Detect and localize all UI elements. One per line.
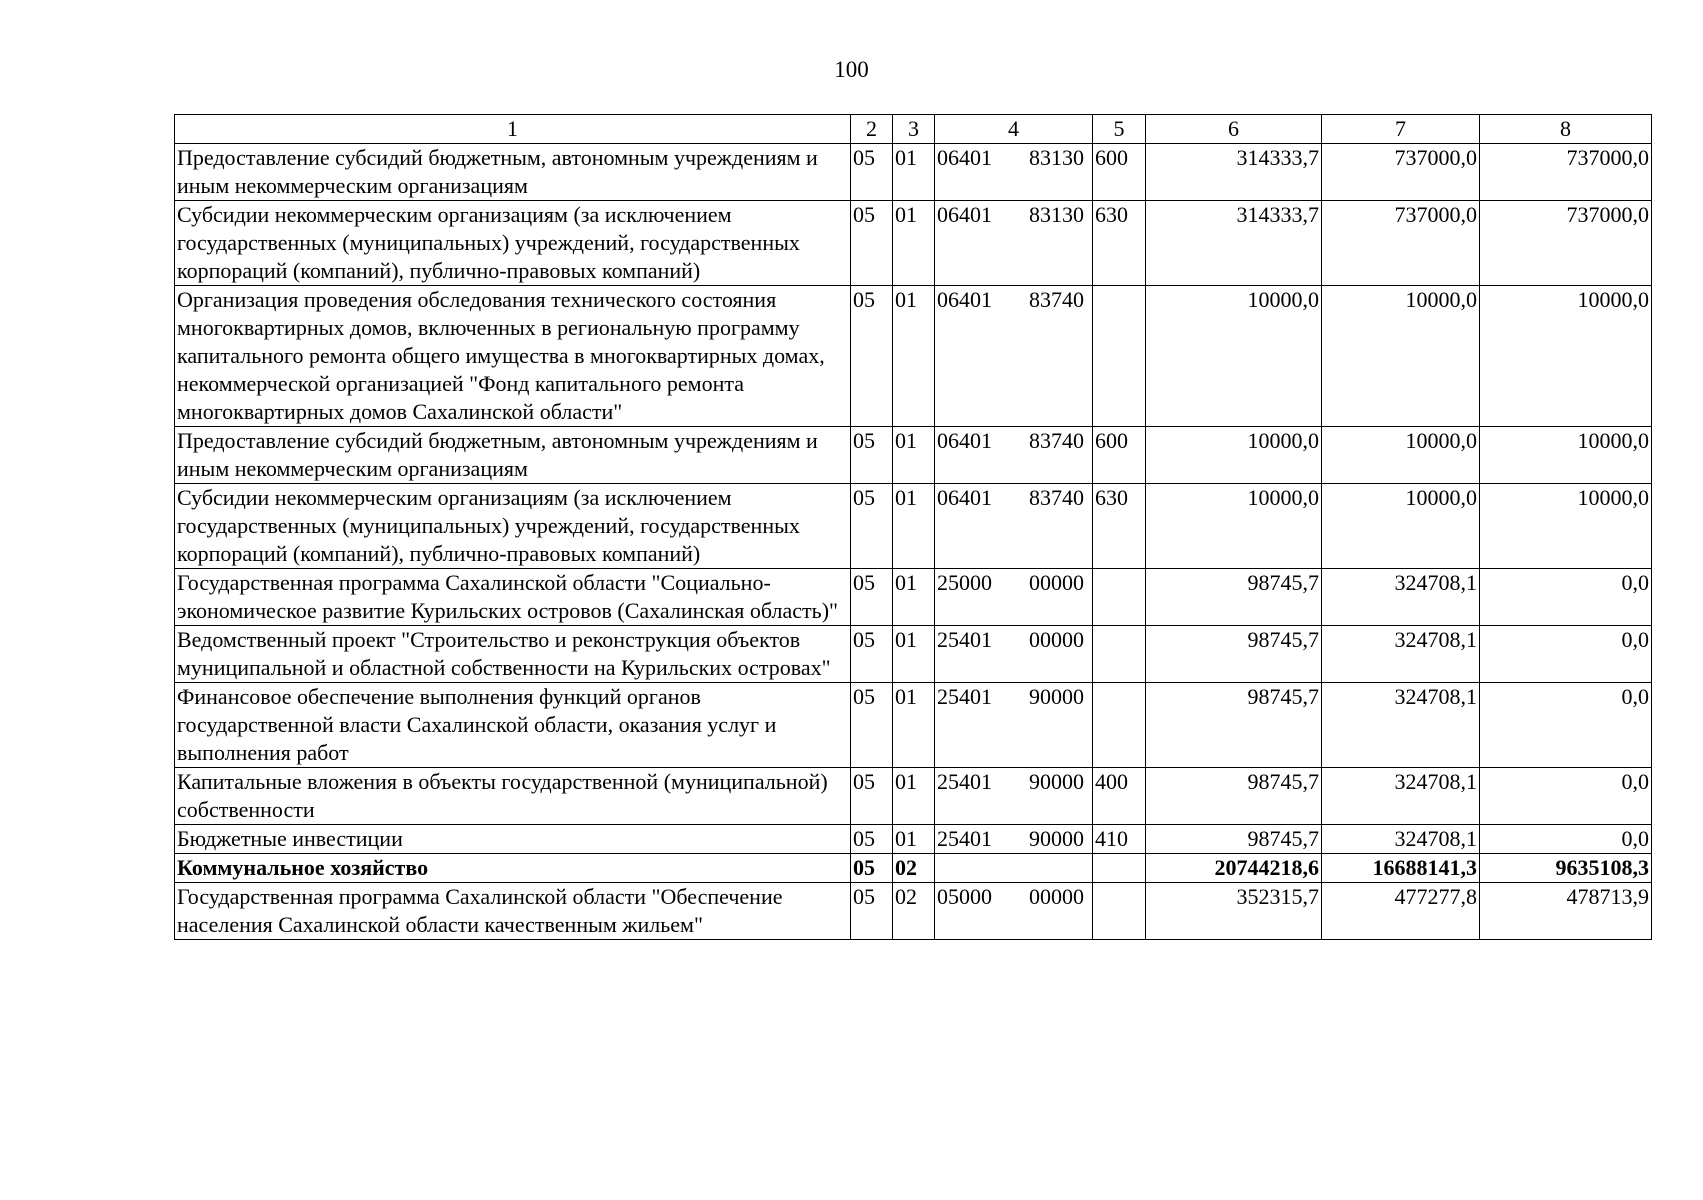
amount-col-6: 314333,7 bbox=[1146, 201, 1322, 286]
section-code: 05 bbox=[851, 427, 893, 484]
target-article-program: 25401 bbox=[937, 684, 992, 709]
target-article-direction: 00000 bbox=[1029, 884, 1084, 909]
amount-col-6: 352315,7 bbox=[1146, 883, 1322, 940]
target-article-direction: 83740 bbox=[1029, 287, 1084, 312]
amount-col-7: 324708,1 bbox=[1322, 825, 1480, 854]
amount-col-6: 98745,7 bbox=[1146, 683, 1322, 768]
target-article-program: 06401 bbox=[937, 287, 992, 312]
amount-col-7: 10000,0 bbox=[1322, 484, 1480, 569]
section-code: 05 bbox=[851, 144, 893, 201]
row-name: Организация проведения обследования технического состояния многоквартирных домов, включенных в региональную программу капитального ремонта общего имущества в многоквартирных домах, некоммерческой организацией "Фонд капитального ремонта многоквартирных домов Сахалинской области" bbox=[175, 286, 851, 427]
row-name: Предоставление субсидий бюджетным, автономным учреждениям и иным некоммерческим организациям bbox=[175, 427, 851, 484]
amount-col-8: 0,0 bbox=[1480, 569, 1652, 626]
amount-col-7: 737000,0 bbox=[1322, 201, 1480, 286]
section-code: 05 bbox=[851, 484, 893, 569]
amount-col-6: 10000,0 bbox=[1146, 286, 1322, 427]
target-article-program: 06401 bbox=[937, 202, 992, 227]
target-article-direction: 00000 bbox=[1029, 627, 1084, 652]
table-row bbox=[175, 854, 1652, 883]
section-code: 05 bbox=[851, 683, 893, 768]
expense-type-code bbox=[1093, 286, 1146, 427]
expense-type-code: 410 bbox=[1093, 825, 1146, 854]
expense-type-code: 630 bbox=[1093, 484, 1146, 569]
table-row bbox=[175, 484, 1652, 569]
amount-col-8: 0,0 bbox=[1480, 768, 1652, 825]
subsection-code: 01 bbox=[893, 626, 935, 683]
table-row bbox=[175, 144, 1652, 201]
subsection-code: 01 bbox=[893, 484, 935, 569]
target-article-direction: 83130 bbox=[1029, 145, 1084, 170]
target-article-program: 06401 bbox=[937, 485, 992, 510]
expense-type-code bbox=[1093, 626, 1146, 683]
table-row bbox=[175, 569, 1652, 626]
header-cell: 8 bbox=[1480, 115, 1652, 144]
amount-col-8: 0,0 bbox=[1480, 683, 1652, 768]
target-article-code bbox=[935, 144, 1093, 201]
amount-col-6: 314333,7 bbox=[1146, 144, 1322, 201]
section-code: 05 bbox=[851, 626, 893, 683]
header-cell: 3 bbox=[893, 115, 935, 144]
expense-type-code bbox=[1093, 883, 1146, 940]
target-article-program: 06401 bbox=[937, 145, 992, 170]
section-code: 05 bbox=[851, 201, 893, 286]
amount-col-8: 10000,0 bbox=[1480, 427, 1652, 484]
target-article-program: 25401 bbox=[937, 769, 992, 794]
subsection-code: 02 bbox=[893, 883, 935, 940]
row-name: Капитальные вложения в объекты государственной (муниципальной) собственности bbox=[175, 768, 851, 825]
expense-type-code bbox=[1093, 683, 1146, 768]
target-article-code bbox=[935, 484, 1093, 569]
table-body bbox=[175, 144, 1652, 940]
target-article-code bbox=[935, 825, 1093, 854]
target-article-code bbox=[935, 883, 1093, 940]
header-cell: 2 bbox=[851, 115, 893, 144]
section-code: 05 bbox=[851, 569, 893, 626]
amount-col-6: 20744218,6 bbox=[1146, 854, 1322, 883]
subsection-code: 01 bbox=[893, 569, 935, 626]
expense-type-code bbox=[1093, 854, 1146, 883]
table-row bbox=[175, 286, 1652, 427]
amount-col-7: 10000,0 bbox=[1322, 427, 1480, 484]
target-article-program: 25401 bbox=[937, 826, 992, 851]
amount-col-6: 98745,7 bbox=[1146, 569, 1322, 626]
row-name: Бюджетные инвестиции bbox=[175, 825, 851, 854]
row-name: Предоставление субсидий бюджетным, автономным учреждениям и иным некоммерческим организациям bbox=[175, 144, 851, 201]
amount-col-8: 478713,9 bbox=[1480, 883, 1652, 940]
amount-col-6: 10000,0 bbox=[1146, 427, 1322, 484]
amount-col-6: 98745,7 bbox=[1146, 825, 1322, 854]
target-article-direction: 90000 bbox=[1029, 826, 1084, 851]
target-article-direction: 90000 bbox=[1029, 684, 1084, 709]
header-cell: 1 bbox=[175, 115, 851, 144]
target-article-program: 05000 bbox=[937, 884, 992, 909]
target-article-direction: 00000 bbox=[1029, 570, 1084, 595]
amount-col-8: 10000,0 bbox=[1480, 484, 1652, 569]
header-cell: 6 bbox=[1146, 115, 1322, 144]
subsection-code: 01 bbox=[893, 286, 935, 427]
header-row bbox=[175, 115, 1652, 144]
amount-col-8: 0,0 bbox=[1480, 626, 1652, 683]
table-row bbox=[175, 427, 1652, 484]
amount-col-8: 737000,0 bbox=[1480, 144, 1652, 201]
target-article-code bbox=[935, 569, 1093, 626]
subsection-code: 01 bbox=[893, 201, 935, 286]
target-article-program: 06401 bbox=[937, 428, 992, 453]
row-name: Финансовое обеспечение выполнения функций органов государственной власти Сахалинской области, оказания услуг и выполнения работ bbox=[175, 683, 851, 768]
table-row bbox=[175, 825, 1652, 854]
amount-col-6: 98745,7 bbox=[1146, 626, 1322, 683]
target-article-direction: 90000 bbox=[1029, 769, 1084, 794]
subsection-code: 01 bbox=[893, 427, 935, 484]
expense-type-code: 400 bbox=[1093, 768, 1146, 825]
row-name: Субсидии некоммерческим организациям (за исключением государственных (муниципальных) учреждений, государственных корпораций (компаний), публично-правовых компаний) bbox=[175, 201, 851, 286]
amount-col-6: 98745,7 bbox=[1146, 768, 1322, 825]
page-number: 100 bbox=[834, 57, 869, 82]
amount-col-7: 324708,1 bbox=[1322, 683, 1480, 768]
target-article-code bbox=[935, 768, 1093, 825]
section-code: 05 bbox=[851, 768, 893, 825]
table-row bbox=[175, 683, 1652, 768]
subsection-code: 01 bbox=[893, 144, 935, 201]
target-article-direction: 83130 bbox=[1029, 202, 1084, 227]
header-cell: 4 bbox=[935, 115, 1093, 144]
amount-col-8: 9635108,3 bbox=[1480, 854, 1652, 883]
table-row bbox=[175, 883, 1652, 940]
amount-col-8: 737000,0 bbox=[1480, 201, 1652, 286]
section-code: 05 bbox=[851, 825, 893, 854]
section-code: 05 bbox=[851, 286, 893, 427]
expense-type-code: 630 bbox=[1093, 201, 1146, 286]
row-name: Ведомственный проект "Строительство и реконструкция объектов муниципальной и областной собственности на Курильских островах" bbox=[175, 626, 851, 683]
target-article-code bbox=[935, 427, 1093, 484]
amount-col-7: 16688141,3 bbox=[1322, 854, 1480, 883]
budget-table bbox=[174, 114, 1652, 940]
target-article-code bbox=[935, 854, 1093, 883]
section-code: 05 bbox=[851, 883, 893, 940]
table-row bbox=[175, 201, 1652, 286]
section-code: 05 bbox=[851, 854, 893, 883]
expense-type-code bbox=[1093, 569, 1146, 626]
table-row bbox=[175, 768, 1652, 825]
amount-col-8: 10000,0 bbox=[1480, 286, 1652, 427]
subsection-code: 02 bbox=[893, 854, 935, 883]
amount-col-7: 477277,8 bbox=[1322, 883, 1480, 940]
amount-col-7: 10000,0 bbox=[1322, 286, 1480, 427]
row-name: Субсидии некоммерческим организациям (за исключением государственных (муниципальных) учреждений, государственных корпораций (компаний), публично-правовых компаний) bbox=[175, 484, 851, 569]
header-cell: 5 bbox=[1093, 115, 1146, 144]
amount-col-6: 10000,0 bbox=[1146, 484, 1322, 569]
expense-type-code: 600 bbox=[1093, 144, 1146, 201]
target-article-code bbox=[935, 286, 1093, 427]
target-article-direction: 83740 bbox=[1029, 485, 1084, 510]
target-article-code bbox=[935, 626, 1093, 683]
row-name: Государственная программа Сахалинской области "Социально-экономическое развитие Курильских островов (Сахалинская область)" bbox=[175, 569, 851, 626]
amount-col-7: 324708,1 bbox=[1322, 626, 1480, 683]
amount-col-7: 324708,1 bbox=[1322, 569, 1480, 626]
amount-col-7: 324708,1 bbox=[1322, 768, 1480, 825]
target-article-program: 25000 bbox=[937, 570, 992, 595]
subsection-code: 01 bbox=[893, 768, 935, 825]
amount-col-7: 737000,0 bbox=[1322, 144, 1480, 201]
subsection-code: 01 bbox=[893, 825, 935, 854]
target-article-program: 25401 bbox=[937, 627, 992, 652]
row-name: Коммунальное хозяйство bbox=[175, 854, 851, 883]
amount-col-8: 0,0 bbox=[1480, 825, 1652, 854]
header-cell: 7 bbox=[1322, 115, 1480, 144]
row-name: Государственная программа Сахалинской области "Обеспечение населения Сахалинской области качественным жильем" bbox=[175, 883, 851, 940]
expense-type-code: 600 bbox=[1093, 427, 1146, 484]
target-article-code bbox=[935, 201, 1093, 286]
target-article-direction: 83740 bbox=[1029, 428, 1084, 453]
subsection-code: 01 bbox=[893, 683, 935, 768]
target-article-code bbox=[935, 683, 1093, 768]
table-row bbox=[175, 626, 1652, 683]
